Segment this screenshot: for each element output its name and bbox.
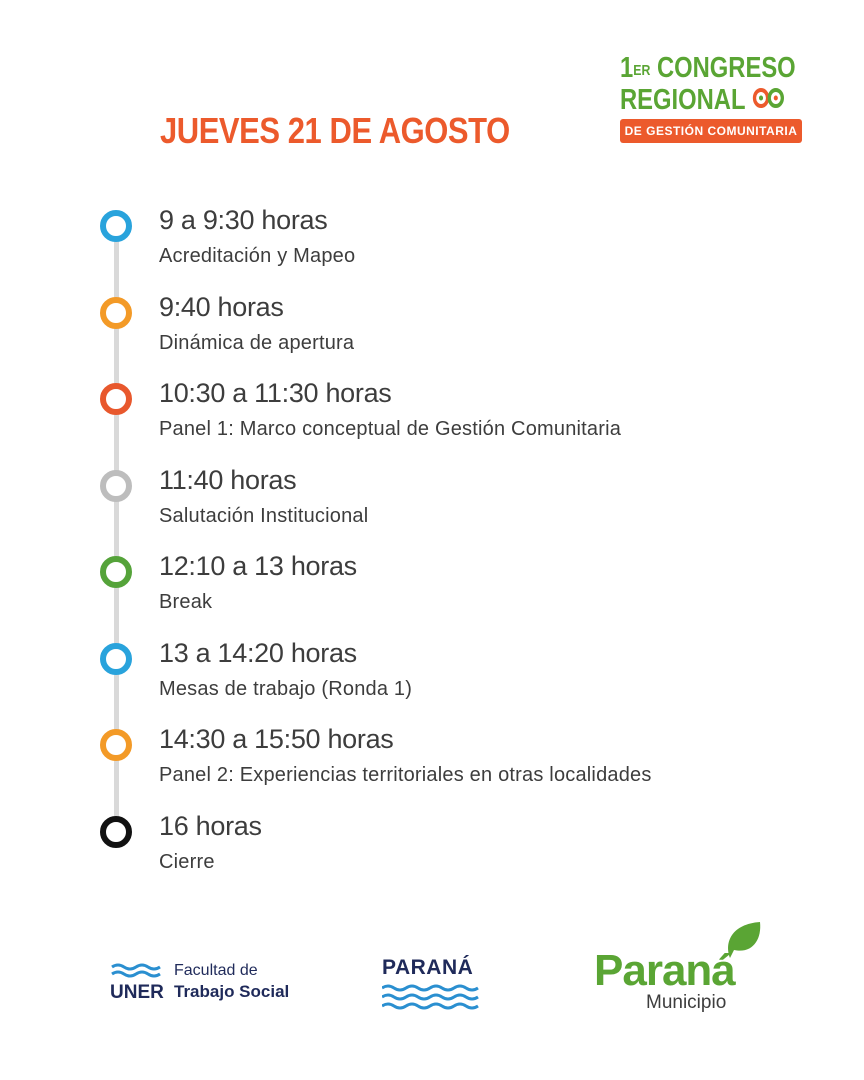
schedule-item: [0, 638, 864, 718]
schedule-item: [0, 551, 864, 631]
parana-logo-center: [382, 956, 482, 1012]
timeline-dot-icon: [100, 729, 132, 761]
parana-municipio-word: Paraná: [594, 946, 735, 995]
schedule-description: Dinámica de apertura: [159, 332, 355, 354]
timeline-dot-icon: [100, 297, 132, 329]
schedule-time: 16 horas: [159, 811, 262, 841]
parana-municipio-logo: [594, 920, 774, 1020]
timeline-dot-icon: [100, 470, 132, 502]
river-waves-icon: [382, 984, 482, 1012]
uner-logo: [108, 960, 308, 1010]
congress-line1: CONGRESO: [656, 52, 796, 84]
schedule-description: Acreditación y Mapeo: [159, 245, 356, 267]
municipio-label: Municipio: [646, 992, 727, 1013]
schedule-description: Cierre: [159, 851, 215, 873]
congress-ordinal-suffix: ER: [633, 62, 651, 79]
timeline-dot-icon: [100, 643, 132, 675]
parana-center-word: PARANÁ: [382, 956, 474, 979]
schedule-item: [0, 465, 864, 545]
congress-ordinal: 1: [620, 52, 634, 84]
uner-faculty-line1: Facultad de: [174, 962, 258, 979]
congress-badge: DE GESTIÓN COMUNITARIA: [620, 119, 802, 143]
day-title: JUEVES 21 DE AGOSTO: [160, 110, 510, 151]
uner-faculty-line2: Trabajo Social: [174, 982, 290, 1001]
schedule-time: 10:30 a 11:30 horas: [159, 378, 392, 408]
schedule-description: Salutación Institucional: [159, 505, 369, 527]
schedule-time: 9 a 9:30 horas: [159, 205, 328, 235]
schedule-item: [0, 811, 864, 891]
schedule-item: [0, 378, 864, 458]
schedule-description: Panel 1: Marco conceptual de Gestión Comunitaria: [159, 418, 622, 440]
timeline-dot-icon: [100, 210, 132, 242]
schedule-item: [0, 724, 864, 804]
congress-line2: REGIONAL: [620, 84, 746, 116]
schedule-description: Break: [159, 591, 213, 613]
congress-logo: [620, 52, 820, 143]
schedule-time: 9:40 horas: [159, 292, 284, 322]
schedule-time: 14:30 a 15:50 horas: [159, 724, 394, 754]
schedule-description: Panel 2: Experiencias territoriales en otras localidades: [159, 764, 652, 786]
schedule-description: Mesas de trabajo (Ronda 1): [159, 678, 413, 700]
timeline-dot-icon: [100, 383, 132, 415]
schedule-item: [0, 205, 864, 285]
timeline-dot-icon: [100, 556, 132, 588]
schedule-item: [0, 292, 864, 372]
timeline-dot-icon: [100, 816, 132, 848]
schedule-time: 13 a 14:20 horas: [159, 638, 357, 668]
schedule-time: 12:10 a 13 horas: [159, 551, 357, 581]
chain-links-icon: [750, 84, 788, 116]
uner-name: UNER: [110, 982, 164, 1003]
schedule-time: 11:40 horas: [159, 465, 297, 495]
